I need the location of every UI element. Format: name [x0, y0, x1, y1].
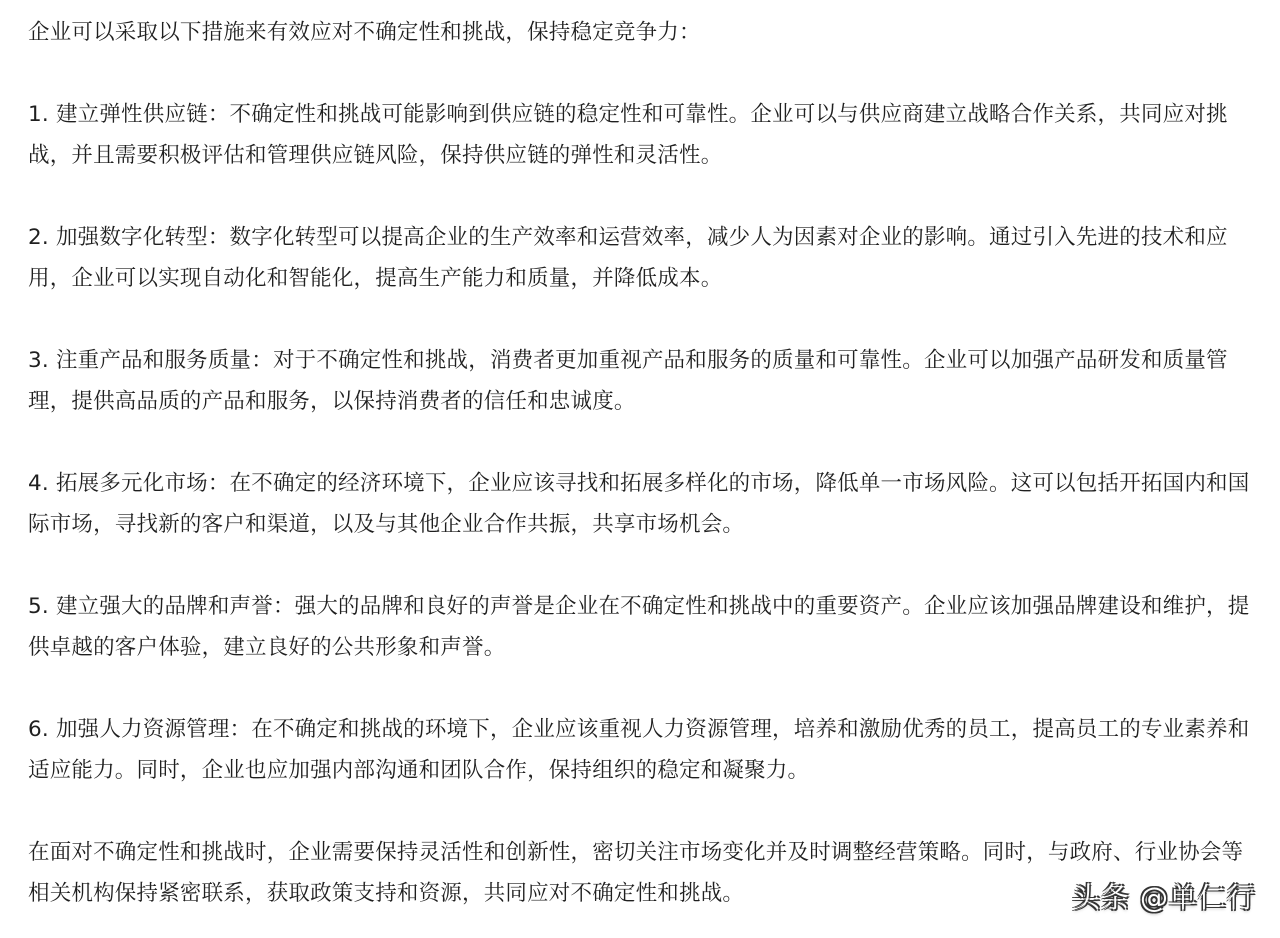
list-item-5: 5. 建立强大的品牌和声誉：强大的品牌和良好的声誉是企业在不确定性和挑战中的重要资产。企业应该加强品牌建设和维护，提供卓越的客户体验，建立良好的公共形象和声誉。 [28, 594, 1250, 660]
conclusion-paragraph: 在面对不确定性和挑战时，企业需要保持灵活性和创新性，密切关注市场变化并及时调整经营策略。同时，与政府、行业协会等相关机构保持紧密联系，获取政策支持和资源，共同应对不确定性和挑战。 [28, 840, 1244, 906]
list-item-3: 3. 注重产品和服务质量：对于不确定性和挑战，消费者更加重视产品和服务的质量和可靠性。企业可以加强产品研发和质量管理，提供高品质的产品和服务，以保持消费者的信任和忠诚度。 [28, 348, 1228, 414]
intro-paragraph: 企业可以采取以下措施来有效应对不确定性和挑战，保持稳定竞争力： [28, 20, 701, 45]
list-item-6: 6. 加强人力资源管理：在不确定和挑战的环境下，企业应该重视人力资源管理，培养和激励优秀的员工，提高员工的专业素养和适应能力。同时，企业也应加强内部沟通和团队合作，保持组织的稳定和凝聚力。 [28, 717, 1250, 783]
list-item-2: 2. 加强数字化转型：数字化转型可以提高企业的生产效率和运营效率，减少人为因素对企业的影响。通过引入先进的技术和应用，企业可以实现自动化和智能化，提高生产能力和质量，并降低成本。 [28, 225, 1228, 291]
article-body [28, 12, 1264, 914]
watermark-logo: 头条 @单仁行 [1072, 881, 1256, 914]
list-item-1: 1. 建立弹性供应链：不确定性和挑战可能影响到供应链的稳定性和可靠性。企业可以与供应商建立战略合作关系，共同应对挑战，并且需要积极评估和管理供应链风险，保持供应链的弹性和灵活性。 [28, 102, 1228, 168]
list-item-4: 4. 拓展多元化市场：在不确定的经济环境下，企业应该寻找和拓展多样化的市场，降低单一市场风险。这可以包括开拓国内和国际市场，寻找新的客户和渠道，以及与其他企业合作共振，共享市场机会。 [28, 471, 1250, 537]
